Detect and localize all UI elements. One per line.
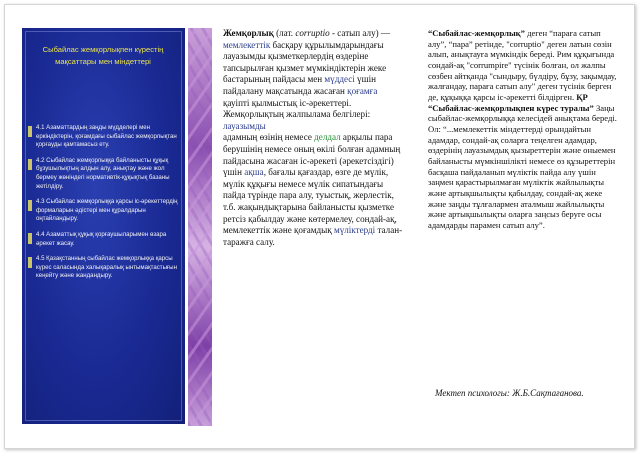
- link-muddesi[interactable]: мүддесі: [324, 74, 355, 85]
- text-run: талан-таражға салу.: [223, 225, 403, 247]
- link-memlekettik[interactable]: мемлекеттік: [223, 39, 271, 50]
- law-title: ҚР “Сыбайлас-жемқорлықпен күрес туралы”: [428, 91, 594, 113]
- slide-item: [27, 198, 183, 224]
- text-run: , бағалы қағаздар, өзге де мүлік, мүлік құқығы немесе мүлік сипатындағы пайда түрінде пара алу, туыстық, жерлестік, т.б. жақындықтарына байланысты қызметке ретсіз қабылдау және көтермелеу, сондай-ақ, мемлекеттік және қоғамдық: [223, 167, 397, 236]
- slide-item-text: 4.3 Сыбайлас жемқорлыққа қарсы іс-әрекеттердің формаларын әдістері мен құралдарын оңтайландыру.: [36, 198, 178, 223]
- text-run: Заңы сыбайлас-жемқорлыққа келесідей анықтама береді. Ол: “...мемлекеттік міндеттерді орындайтын адамдар, сондай-ақ соларға теңелген адамдар, өздерінің лауазымдық қызыреттерін және оныемен байланысты мүмкіншілікті немесе өз құзыреттерін басқаша пайдаланып мүліктік пайда алу үшін заңмен қарастырылмаған мүліктік жайлылықты және артықшылықты қабылдау, сондай-ақ жеке және заңды тұлғалармен аталмыш жайлылықты және артықшылықты оларға заңсыз беруге осы адамдарды парамен сатып алу”.: [428, 102, 617, 230]
- text-run: үшін пайдалану мақсатында жасаған: [223, 74, 376, 96]
- law-column: [428, 28, 620, 230]
- law-paragraph: [428, 28, 620, 230]
- text-run: басқару құрылымдарындағы лауазымды қызметкерлердің өздеріне тапсырылған қызмет мүмкіндіктерін жеке бастарының пайдасы мен: [223, 39, 387, 85]
- slide-image: [22, 28, 185, 424]
- slide-item-text: 4.5 Қазақстанның сыбайлас жемқорлыққа қарсы күрес саласында халықаралық ынтымақтастығын кеңейту және жандандыру.: [36, 255, 177, 280]
- author-signature: Мектеп психологы: Ж.Б.Сақтағанова.: [435, 388, 584, 398]
- text-run: - сатып алу) —: [329, 28, 391, 38]
- bullet-icon: [28, 126, 32, 137]
- slide-item: [27, 124, 183, 150]
- slide-item-text: 4.2 Сыбайлас жемқорлыққа байланысты құқық бұзушылықтың алдын алу, анықтау және жол бермеу жөніндегі нормативтік-құқықтық базаны жетілдіру.: [36, 156, 170, 190]
- bullet-icon: [28, 233, 32, 244]
- bullet-icon: [28, 200, 32, 211]
- text-run: деген “параға сатып алу”, “пара” ретінде, "corruptio" деген латын сөзін алып, анықтауға мүмкіндік береді. Рим құқығында сондай-ақ "corrumpire" түсінік болған, ол жалпы сөзбен айтқанда "сындыру, бүлдіру, бұзу, зақымдау, жалғандау, параға сатып алу" деген түсінік берген де, құқыққа қарсы іс-әрекетті білдірген.: [428, 28, 617, 102]
- latin-term: corruptio: [295, 28, 330, 38]
- link-lauazymdy[interactable]: лауазымды: [223, 120, 266, 131]
- link-mulikterdi[interactable]: мүліктерді: [333, 225, 376, 236]
- term-heading: Жемқорлық: [223, 28, 274, 38]
- slide-title: Сыбайлас жемқорлықпен күрестің мақсаттары мен міндеттері: [42, 45, 164, 66]
- link-deldal[interactable]: делдал: [314, 132, 341, 143]
- text-run: арқылы пара берушінің немесе оның өкілі болған адамның пайдасына жасаған іс-әрекеті (әрекетсіздігі) үшін: [223, 132, 401, 178]
- text-run: адамның өзінің немесе: [223, 132, 315, 143]
- signs-paragraph: [223, 132, 406, 248]
- slide-item: [27, 231, 183, 248]
- slide-item: [27, 255, 183, 281]
- text-run: қауіпті қылмыстық іс-әрекеттері. Жемқорлықтың жалпылама белгілері:: [223, 97, 371, 120]
- definition-paragraph: [223, 28, 406, 132]
- slide-item: [27, 157, 183, 191]
- slide-item-text: 4.1 Азаматтардың заңды мүдделері мен еркіндіктерін, қоғамдағы сыбайлас жемқорлықтан қорғауды қамтамасыз ету.: [36, 124, 177, 149]
- slide-item-text: 4.4 Азаматтық құқық қорғаушыларымен өзара әрекет жасау.: [36, 230, 167, 247]
- text-run: (лат.: [273, 28, 296, 38]
- decorative-ornament: [188, 28, 212, 426]
- link-qogamga[interactable]: қоғамға: [347, 85, 378, 96]
- bullet-icon: [28, 257, 32, 268]
- bullet-icon: [28, 159, 32, 170]
- definition-column: [223, 28, 406, 248]
- slide-list: [27, 124, 183, 288]
- term-heading: “Сыбайлас-жемқорлық”: [428, 28, 525, 38]
- link-aqsha[interactable]: ақша: [244, 167, 264, 178]
